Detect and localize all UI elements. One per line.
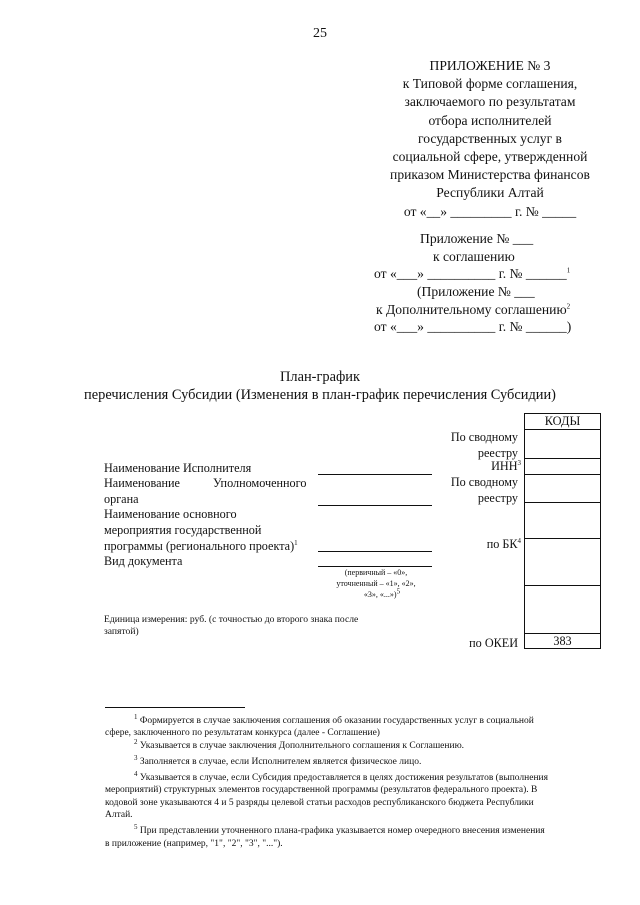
registry-label: По сводному	[450, 475, 518, 489]
header-line: к Типовой форме соглашения,	[402, 76, 578, 92]
footnote-ref: 1	[294, 538, 298, 547]
doc-type-note-text: «3», «...»)	[363, 590, 397, 599]
footnote-num: 4	[134, 770, 138, 779]
program-field[interactable]	[318, 551, 432, 552]
footnote-text: Указывается в случае заключения Дополнительного соглашения к Соглашению.	[139, 740, 465, 751]
codes-header: КОДЫ	[544, 414, 581, 428]
program-label	[104, 539, 298, 554]
codes-table	[524, 413, 601, 649]
footnote-text: Указывается в случае, если Субсидия предоставляется в целях достижения результатов (выполнения	[139, 773, 549, 784]
page-number: 25	[313, 26, 327, 41]
footnote-ref: 5	[396, 587, 401, 596]
header-line: государственных услуг в	[418, 130, 562, 146]
registry-label: реестру	[477, 491, 518, 505]
authorized-label: Уполномоченного	[213, 476, 307, 490]
footnote-3	[105, 753, 548, 768]
attachment-addendum	[376, 302, 570, 318]
executor-field[interactable]	[318, 474, 432, 475]
program-label-text: программы (регионального проекта)	[104, 539, 295, 553]
footnote-4-cont: кодовой зоне указываются 4 и 5 разряды целевой статьи расходов республиканского бюджета Республики	[105, 797, 534, 808]
footnote-4-cont: Алтай.	[105, 810, 133, 821]
bk-text: по БК	[486, 537, 518, 551]
footnote-ref: 4	[517, 536, 521, 545]
inn-label	[491, 459, 521, 474]
footnote-1-cont: сфере, заключенного по результатам конкурса (далее - Соглашение)	[105, 728, 380, 739]
attachment-date	[374, 266, 570, 282]
unit-label: Единица измерения: руб. (с точностью до второго знака после	[104, 614, 359, 625]
bk-label	[487, 537, 521, 552]
attachment-date-text: от «___» __________ г. № ______	[374, 266, 567, 281]
doc-type-note	[330, 587, 434, 599]
header-line: ПРИЛОЖЕНИЕ № 3	[429, 58, 551, 73]
doc-type-label: Вид документа	[104, 554, 183, 568]
footnote-5	[105, 825, 548, 837]
footnote-num: 2	[134, 737, 138, 746]
authorized-label: органа	[104, 492, 139, 506]
okei-code: 383	[553, 634, 572, 648]
footnote-1	[105, 712, 548, 727]
executor-label: Наименование Исполнителя	[104, 461, 252, 475]
appendix-header	[355, 57, 625, 221]
footnote-ref: 1	[566, 266, 571, 275]
footnotes	[105, 712, 549, 850]
program-label: Наименование основного	[104, 507, 237, 521]
header-line: приказом Министерства финансов	[390, 167, 590, 183]
footnote-5-cont: в приложение (например, "1", "2", "3", "...").	[105, 838, 283, 849]
footnote-num: 3	[134, 753, 138, 762]
attachment-addendum-number: (Приложение № ___	[417, 284, 535, 299]
attachment-agreement: к соглашению	[433, 249, 515, 264]
authorized-label: Наименование	[104, 476, 180, 490]
document-title: План-график	[280, 369, 360, 385]
unit-label: запятой)	[104, 626, 139, 637]
footnote-text: При представлении уточненного плана-графика указывается номер очередного внесения изменения	[139, 826, 545, 837]
footnote-num: 1	[134, 712, 138, 721]
footnote-num: 5	[134, 823, 138, 832]
footnote-text: Формируется в случае заключения соглашения об оказании государственных услуг в социальной	[139, 716, 534, 726]
footnote-2	[105, 737, 548, 752]
attachment-number: Приложение № ___	[420, 231, 534, 246]
header-line: заключаемого по результатам	[404, 94, 576, 110]
header-line: Республики Алтай	[436, 185, 544, 201]
attachment-addendum-date: от «___» __________ г. № ______)	[374, 319, 572, 334]
footnote-4-cont: мероприятий) структурных элементов государственной программы (результатов федерального проекта). В	[105, 785, 538, 796]
footnote-4	[105, 772, 548, 784]
header-line: социальной сфере, утвержденной	[392, 149, 588, 165]
authorized-body-field[interactable]	[318, 505, 432, 506]
doc-type-field[interactable]	[318, 566, 432, 567]
footnote-separator	[105, 707, 245, 708]
program-label: мероприятия государственной	[104, 523, 262, 537]
document-subtitle: перечисления Субсидии (Изменения в план-график перечисления Субсидии)	[84, 387, 556, 403]
doc-type-note: уточненный – «1», «2»,	[336, 579, 416, 588]
registry-label: реестру	[477, 446, 518, 460]
attachment-addendum-text: к Дополнительному соглашению	[376, 302, 567, 317]
header-line: от «__» _________ г. № _____	[403, 203, 577, 219]
registry-label: По сводному	[450, 430, 518, 444]
inn-text: ИНН	[491, 459, 518, 473]
footnote-ref: 3	[517, 458, 521, 467]
footnote-ref: 2	[566, 302, 571, 311]
doc-type-note: (первичный – «0»,	[344, 568, 408, 577]
header-line: отбора исполнителей	[428, 112, 552, 128]
footnote-text: Заполняется в случае, если Исполнителем является физическое лицо.	[139, 756, 422, 767]
okei-label: по ОКЕИ	[469, 636, 518, 650]
